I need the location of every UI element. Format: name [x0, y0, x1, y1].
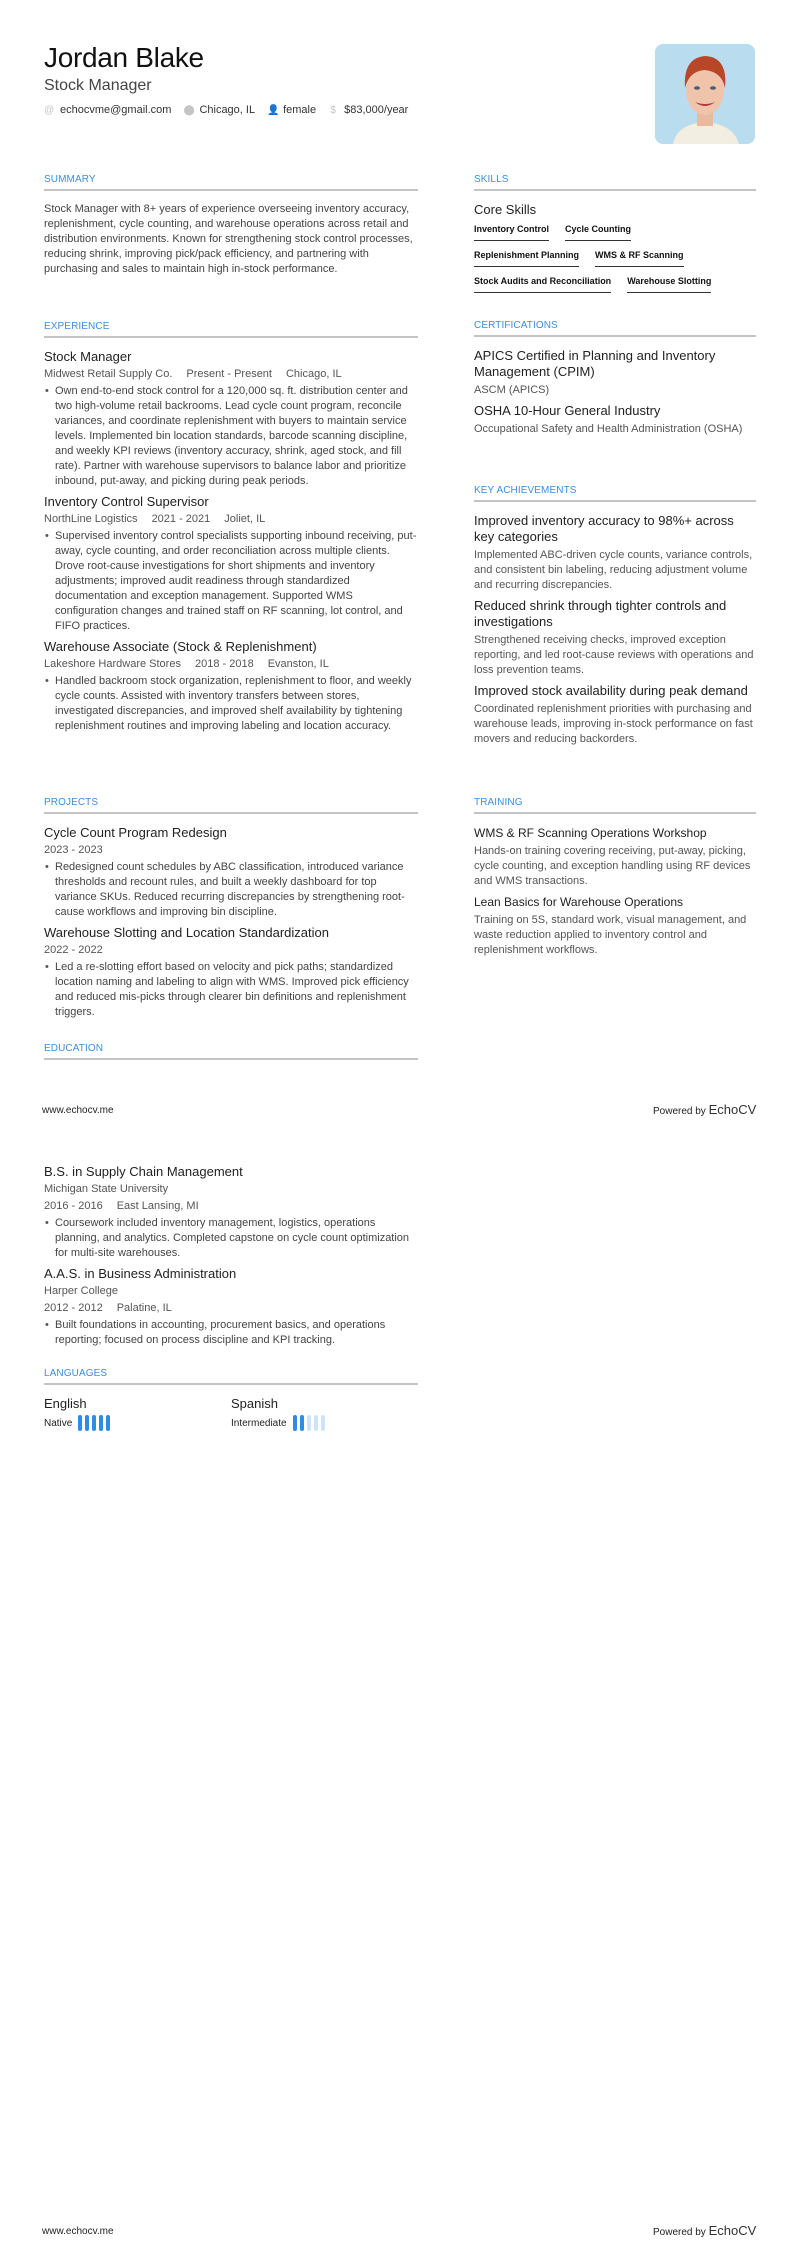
footer-site-link[interactable]: www.echocv.me — [42, 2226, 114, 2237]
cert-name: APICS Certified in Planning and Inventory Management (CPIM) — [474, 348, 716, 379]
contact-text: female — [283, 104, 317, 116]
skill-tag: Stock Audits and Reconciliation — [474, 274, 611, 293]
cert-org: ASCM (APICS) — [474, 384, 550, 396]
location: Evanston, IL — [267, 658, 329, 670]
languages-section — [44, 1368, 418, 1431]
location-pin-icon: ⬤ — [183, 104, 195, 116]
contact-item — [328, 104, 408, 116]
experience-section — [44, 321, 418, 734]
summary-section — [44, 174, 418, 277]
education-section — [44, 1043, 418, 1071]
location: Palatine, IL — [116, 1302, 172, 1314]
language-level — [44, 1415, 231, 1431]
job-title: Warehouse Associate (Stock & Replenishment) — [44, 639, 317, 654]
job-bullet: • Handled backroom stock organization, replenishment to floor, and weekly cycle counts. Assisted with inventory transfers between stores, investigated discrepancies, and improved shelf availability by tightening replenishment routines and improving labeling and location accuracy. — [44, 674, 418, 734]
section-heading: PROJECTS — [44, 797, 418, 814]
level-bar — [293, 1415, 297, 1431]
language-item — [44, 1396, 231, 1431]
dates: 2016 - 2016 — [44, 1200, 103, 1212]
level-label: Native — [44, 1417, 73, 1429]
dates: Present - Present — [186, 368, 272, 380]
achievement-title: Reduced shrink through tighter controls and investigations — [474, 598, 727, 629]
contact-text: Chicago, IL — [199, 104, 256, 116]
job-bullet: • Supervised inventory control specialists supporting inbound receiving, put-away, cycle counting, and order reconciliation across multiple clients. Drove root-cause investigations for short shipments and inventory adjustments; improved audit readiness through standardized documentation and exception management. Supported WMS configuration changes and trained staff on RF scanning, lot control, and FIFO practices. — [44, 529, 418, 634]
language-item — [231, 1396, 418, 1431]
project-title: Warehouse Slotting and Location Standardization — [44, 925, 329, 940]
section-heading: CERTIFICATIONS — [474, 320, 756, 337]
project-dates: 2022 - 2022 — [44, 944, 103, 956]
section-heading: SKILLS — [474, 174, 756, 191]
contact-item — [267, 104, 316, 116]
school: Michigan State University — [44, 1183, 169, 1195]
job-title: Inventory Control Supervisor — [44, 494, 209, 509]
level-bar — [78, 1415, 82, 1431]
dates: 2021 - 2021 — [151, 513, 211, 525]
level-bar — [106, 1415, 110, 1431]
level-bar — [85, 1415, 89, 1431]
edu-bullet: • Built foundations in accounting, procurement basics, and operations reporting; focused on process discipline and KPI tracking. — [44, 1318, 418, 1348]
job-meta — [44, 656, 418, 672]
achievement-title: Improved inventory accuracy to 98%+ across key categories — [474, 513, 734, 544]
level-bars — [78, 1415, 110, 1431]
contact-text: $83,000/year — [344, 104, 409, 116]
project-dates: 2023 - 2023 — [44, 844, 103, 856]
person-icon: 👤 — [267, 104, 280, 116]
powered-by — [653, 2223, 756, 2238]
skill-tag: Cycle Counting — [565, 222, 631, 241]
achievement-text: Strengthened receiving checks, improved exception reporting, and led root-cause reviews with operations and loss prevention teams. — [474, 634, 754, 676]
company: Midwest Retail Supply Co. — [44, 368, 173, 380]
footer-site-link[interactable]: www.echocv.me — [42, 1105, 114, 1116]
language-name: Spanish — [231, 1396, 278, 1411]
powered-by-label: Powered by — [653, 1106, 706, 1117]
summary-text: Stock Manager with 8+ years of experience overseeing inventory accuracy, replenishment, cycle counting, and warehouse operations across retail and distribution environments. Known for strengthening stock control processes, reducing shrink, improving pick/pack efficiency, and partnering with purchasing and sales to maintain high in-stock performance. — [44, 203, 413, 275]
dates: 2012 - 2012 — [44, 1302, 103, 1314]
language-level — [231, 1415, 418, 1431]
achievement-text: Coordinated replenishment priorities with purchasing and warehouse leads, improving in-stock performance on fast movers and reducing backorders. — [474, 703, 753, 745]
skill-tag: WMS & RF Scanning — [595, 248, 684, 267]
section-heading: TRAINING — [474, 797, 756, 814]
education-items — [44, 1164, 418, 1348]
level-bar — [99, 1415, 103, 1431]
training-section — [474, 797, 756, 958]
level-bars — [293, 1415, 325, 1431]
training-title: Lean Basics for Warehouse Operations — [474, 895, 683, 909]
location: East Lansing, MI — [116, 1200, 199, 1212]
section-heading: EXPERIENCE — [44, 321, 418, 338]
level-bar — [314, 1415, 318, 1431]
edu-meta — [44, 1300, 418, 1316]
candidate-name: Jordan Blake — [44, 42, 204, 73]
achievement-title: Improved stock availability during peak demand — [474, 683, 748, 698]
powered-by-label: Powered by — [653, 2227, 706, 2238]
contact-info — [44, 104, 408, 116]
skill-group-title: Core Skills — [474, 202, 537, 217]
cert-name: OSHA 10-Hour General Industry — [474, 403, 661, 418]
skill-tags — [474, 222, 756, 300]
skills-section — [474, 174, 756, 300]
level-bar — [300, 1415, 304, 1431]
edu-bullet: • Coursework included inventory management, logistics, operations planning, and analytics. Completed capstone on cycle count optimization for multi-site warehouses. — [44, 1216, 418, 1261]
edu-meta — [44, 1198, 418, 1214]
certifications-section — [474, 320, 756, 437]
skill-tag: Inventory Control — [474, 222, 549, 241]
dates: 2018 - 2018 — [194, 658, 254, 670]
job-bullet: • Own end-to-end stock control for a 120,000 sq. ft. distribution center and two high-volume retail backrooms. Lead cycle count program, reconcile variances, and coordinate replenishment with buyers to maintain service levels. Implemented bin location standards, barcode scanning discipline, and weekly KPI reviews (inventory accuracy, shrink, aged stock, and fill rate). Partner with warehouse supervisors to balance labor and prioritize inbound, put-away, and picking during peak periods. — [44, 384, 418, 489]
dollar-icon: $ — [330, 104, 336, 116]
job-title: Stock Manager — [44, 349, 132, 364]
project-bullet: • Led a re-slotting effort based on velocity and pick paths; standardized location naming and labeling to align with WMS. Improved pick efficiency and reduced mis-picks through clearer bin definitions and replenishment triggers. — [44, 960, 418, 1020]
candidate-title: Stock Manager — [44, 77, 152, 94]
location: Chicago, IL — [285, 368, 342, 380]
projects-section — [44, 797, 418, 1020]
cert-org: Occupational Safety and Health Administration (OSHA) — [474, 423, 743, 435]
location: Joliet, IL — [224, 513, 266, 525]
school: Harper College — [44, 1285, 118, 1297]
project-title: Cycle Count Program Redesign — [44, 825, 227, 840]
achievement-text: Implemented ABC-driven cycle counts, variance controls, and consistent bin labeling, reducing adjustment volume and recurring discrepancies. — [474, 549, 753, 591]
skill-tag: Replenishment Planning — [474, 248, 579, 267]
brand-logo: EchoCV — [708, 1102, 757, 1117]
company: NorthLine Logistics — [44, 513, 138, 525]
degree: B.S. in Supply Chain Management — [44, 1164, 243, 1179]
language-name: English — [44, 1396, 87, 1411]
achievements-section — [474, 485, 756, 747]
language-list — [44, 1396, 418, 1431]
section-heading: SUMMARY — [44, 174, 418, 191]
training-title: WMS & RF Scanning Operations Workshop — [474, 826, 707, 840]
contact-item — [44, 104, 171, 116]
powered-by — [653, 1102, 756, 1117]
skill-tag: Warehouse Slotting — [627, 274, 711, 293]
level-bar — [92, 1415, 96, 1431]
training-text: Hands-on training covering receiving, put-away, picking, cycle counting, and exception handling using RF devices and WMS transactions. — [474, 845, 751, 887]
section-heading: KEY ACHIEVEMENTS — [474, 485, 756, 502]
project-bullet: • Redesigned count schedules by ABC classification, introduced variance thresholds and recount rules, and built a weekly dashboard for top variance SKUs. Reduced recurring discrepancies by strengthening root-cause workflows and improving bin discipline. — [44, 860, 418, 920]
brand-logo: EchoCV — [708, 2223, 757, 2238]
contact-text: echocvme@gmail.com — [60, 104, 172, 116]
level-label: Intermediate — [231, 1417, 287, 1429]
section-heading: LANGUAGES — [44, 1368, 418, 1385]
degree: A.A.S. in Business Administration — [44, 1266, 237, 1281]
contact-item — [183, 104, 255, 116]
at-icon: @ — [44, 104, 55, 116]
level-bar — [307, 1415, 311, 1431]
training-text: Training on 5S, standard work, visual management, and waste reduction applied to inventory control and replenishment workflows. — [474, 914, 747, 956]
profile-photo — [655, 44, 755, 144]
level-bar — [321, 1415, 325, 1431]
job-meta — [44, 366, 418, 382]
section-heading: EDUCATION — [44, 1043, 418, 1060]
job-meta — [44, 511, 418, 527]
company: Lakeshore Hardware Stores — [44, 658, 181, 670]
